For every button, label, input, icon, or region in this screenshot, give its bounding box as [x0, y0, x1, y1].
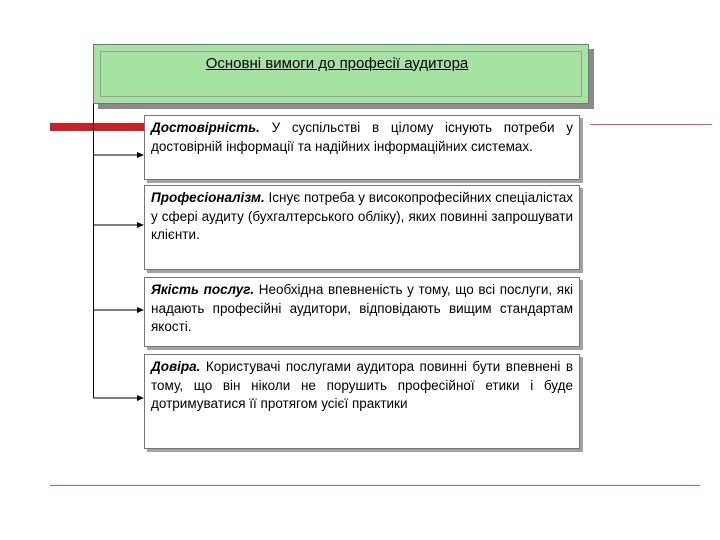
diagram-title: Основні вимоги до професії аудитора: [205, 54, 469, 72]
requirement-term: Професіоналізм.: [151, 190, 265, 205]
top-red-rule: [590, 124, 712, 125]
requirement-box-quality: [144, 277, 580, 347]
arrowhead-1: [137, 152, 144, 158]
requirement-term: Довіра.: [151, 359, 201, 374]
requirement-text: Існує потреба у високопрофесійних спеціалістах у сфері аудиту (бухгалтерського обліку), яких повинні запрошувати клієнти.: [151, 190, 573, 242]
arrowhead-2: [137, 222, 144, 228]
requirement-term: Якість послуг.: [151, 282, 255, 297]
requirement-text: Необхідна впевненість у тому, що всі послуги, які надають професійні аудитори, відповідають вищим стандартам якості.: [151, 282, 573, 334]
requirement-text: У суспільстві в цілому існують потреби у достовірній інформації та надійних інформаційних системах.: [151, 120, 573, 154]
red-accent-bar: [50, 123, 145, 131]
requirement-box-professionalism: [144, 185, 580, 270]
requirement-term: Достовірність.: [151, 120, 260, 135]
requirement-box-trust: [144, 354, 580, 449]
arrowhead-3: [137, 307, 144, 313]
requirement-box-reliability: [144, 115, 580, 180]
connector-lines: [93, 102, 94, 502]
bottom-red-rule: [50, 485, 700, 486]
arrowhead-4: [137, 395, 144, 401]
requirement-text: Користувачі послугами аудитора повинні бути впевнені в тому, що він ніколи не порушить професійної етики і буде дотримуватися її протягом усієї практики: [151, 359, 573, 411]
title-box: [93, 44, 589, 104]
